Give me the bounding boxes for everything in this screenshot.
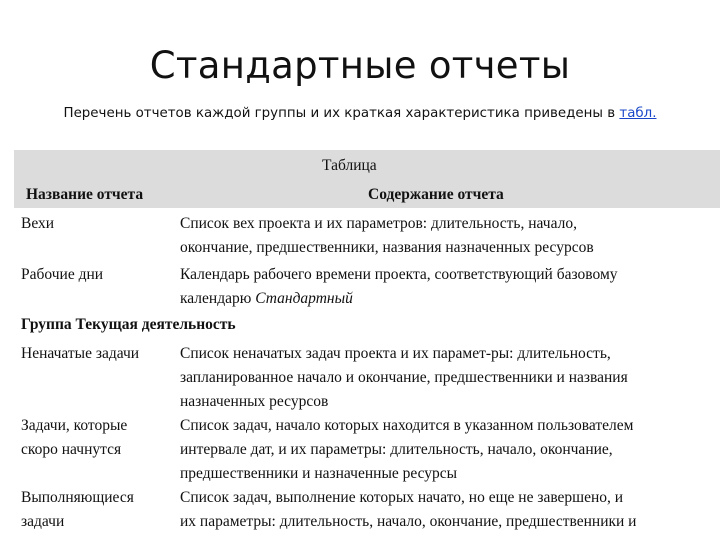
row-name-upcoming — [21, 414, 171, 462]
row-name-line: скоро начнутся — [21, 441, 122, 458]
row-desc-tail-italic: Стандартный — [255, 290, 353, 307]
table-link[interactable]: табл. — [619, 106, 657, 121]
row-desc-line: окончание, предшественники, названия назначенных ресурсов — [180, 239, 594, 256]
row-desc-line: интервале дат, и их параметры: длительность, начало, окончание, — [180, 441, 613, 458]
table-caption: Таблица — [322, 157, 377, 174]
page-title: Стандартные отчеты — [149, 44, 571, 87]
row-name-in-progress — [21, 486, 171, 534]
row-name-line: Рабочие дни — [21, 266, 104, 283]
column-header-name: Название отчета — [26, 186, 144, 203]
group-row-current-activity: Группа Текущая деятельность — [21, 316, 236, 333]
row-desc-unstarted — [180, 342, 720, 414]
row-desc-line: предшественники и назначенные ресурсы — [180, 465, 458, 482]
row-desc-line: Список неначатых задач проекта и их парамет-ры: длительность, — [180, 345, 611, 362]
row-name-unstarted — [21, 342, 171, 366]
row-desc-line — [180, 287, 720, 311]
subtitle — [0, 106, 720, 121]
row-desc-line: Список задач, начало которых находится в указанном пользователем — [180, 417, 634, 434]
row-desc-line: назначенных ресурсов — [180, 393, 329, 410]
row-desc-milestones — [180, 212, 720, 260]
column-header-content: Содержание отчета — [368, 186, 504, 203]
row-desc-tail-text: календарю — [180, 290, 256, 307]
row-name-line: Задачи, которые — [21, 417, 128, 434]
row-name-line: Неначатые задачи — [21, 345, 140, 362]
row-desc-line: Список вех проекта и их параметров: длительность, начало, — [180, 215, 577, 232]
row-desc-in-progress — [180, 486, 720, 534]
row-desc-line: Список задач, выполнение которых начато, но еще не завершено, и — [180, 489, 624, 506]
row-name-milestones — [21, 212, 171, 236]
row-desc-line: Календарь рабочего времени проекта, соответствующий базовому — [180, 266, 618, 283]
row-name-line: Выполняющиеся — [21, 489, 134, 506]
row-name-workdays — [21, 263, 171, 287]
row-desc-line: их параметры: длительность, начало, окончание, предшественники и — [180, 513, 637, 530]
subtitle-text: Перечень отчетов каждой группы и их краткая характеристика приведены в — [63, 106, 620, 121]
row-desc-line: запланированное начало и окончание, предшественники и названия — [180, 369, 628, 386]
row-desc-workdays — [180, 263, 720, 311]
row-name-line: Вехи — [21, 215, 55, 232]
row-desc-upcoming — [180, 414, 720, 486]
row-name-line: задачи — [21, 513, 65, 530]
